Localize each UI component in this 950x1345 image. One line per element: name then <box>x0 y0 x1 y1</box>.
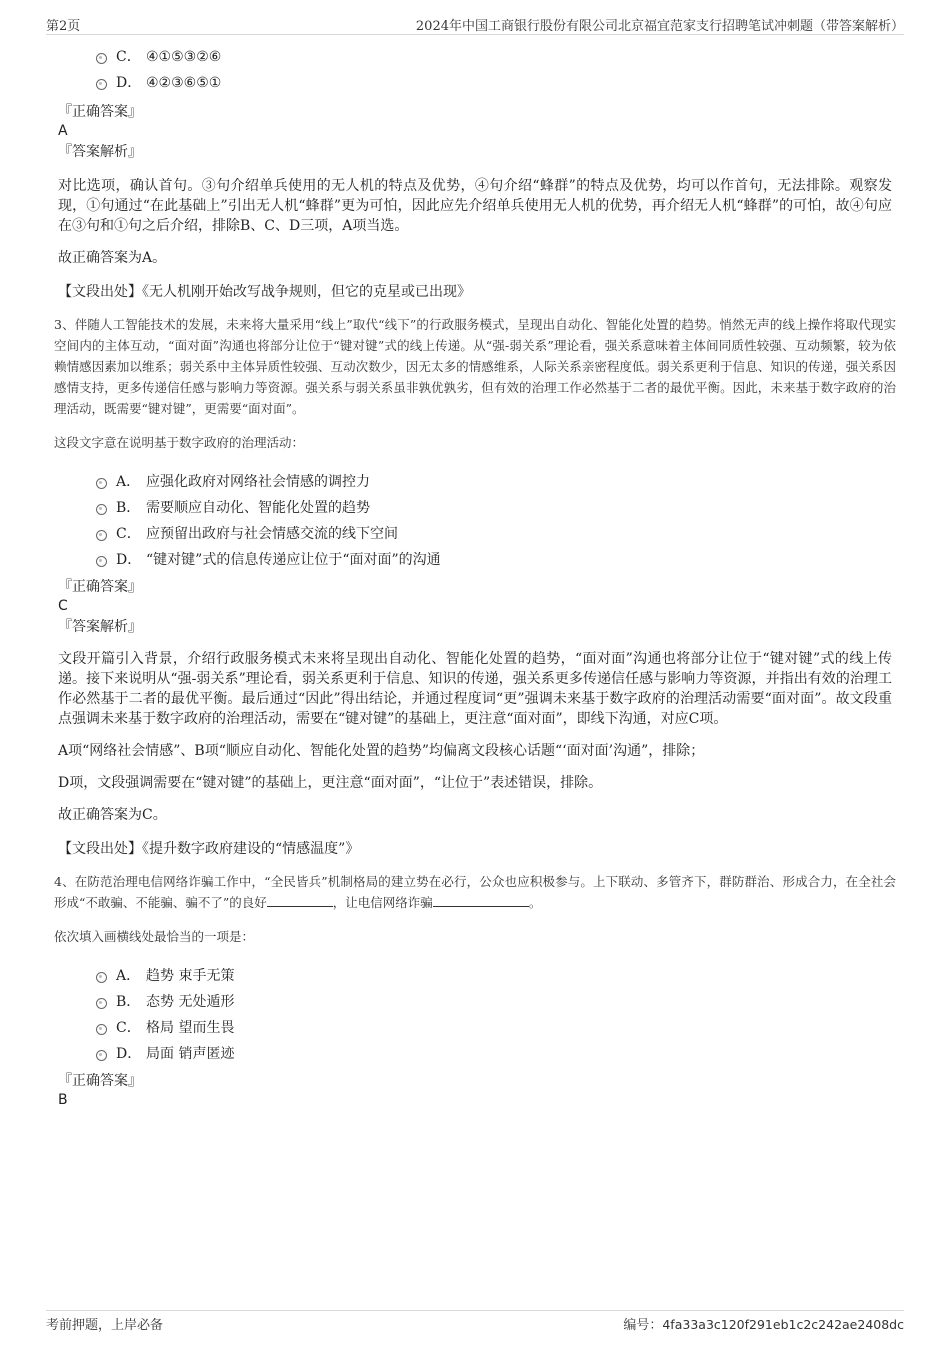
page-number: 第2页 <box>46 19 81 34</box>
page-footer <box>46 1310 904 1333</box>
radio-icon[interactable] <box>96 556 107 567</box>
q4-options <box>96 963 896 1067</box>
q3-conclusion: 故正确答案为C。 <box>58 807 167 823</box>
q4-option-b[interactable]: B． 态势 无处遁形 <box>96 989 896 1015</box>
radio-icon[interactable] <box>96 1024 107 1035</box>
q3-option-b[interactable]: B． 需要顺应自动化、智能化处置的趋势 <box>96 495 896 521</box>
q3-options <box>96 469 896 573</box>
q4-option-a[interactable]: A． 趋势 束手无策 <box>96 963 896 989</box>
q3-prompt: 这段文字意在说明基于数字政府的治理活动： <box>54 435 305 450</box>
q2-source: 【文段出处】《无人机刚开始改写战争规则，但它的克星或已出现》 <box>58 284 471 300</box>
q4-option-c[interactable]: C． 格局 望而生畏 <box>96 1015 896 1041</box>
q2-analysis-text: 对比选项，确认首句。③句介绍单兵使用的无人机的特点及优势，④句介绍“蜂群”的特点及优势，均可以作首句，无法排除。观察发现，①句通过“在此基础上”引出无人机“蜂群”更为可怕，因此应先介绍单兵使用无人机的优势，再介绍无人机“蜂群”的可怕，故④句应在③句和①句之后介绍，排除B、C、D三项，A项当选。 <box>58 178 892 234</box>
q2-answer: A <box>58 123 68 139</box>
q4-option-d[interactable]: D． 局面 销声匿迹 <box>96 1041 896 1067</box>
page-header <box>46 14 904 35</box>
document-body <box>56 40 896 1109</box>
radio-icon[interactable] <box>96 530 107 541</box>
q3-analysis-d: D项，文段强调需要在“键对键”的基础上，更注意“面对面”，“让位于”表述错误，排除。 <box>58 775 603 791</box>
document-title: 2024年中国工商银行股份有限公司北京福宜范家支行招聘笔试冲刺题（带答案解析） <box>415 19 904 34</box>
q2-conclusion: 故正确答案为A。 <box>58 250 167 266</box>
radio-icon[interactable] <box>96 79 107 90</box>
q2-option-c[interactable]: C． ④①⑤③②⑥ <box>96 44 896 70</box>
radio-icon[interactable] <box>96 998 107 1009</box>
q3-analysis-ab: A项“网络社会情感”、B项“顺应自动化、智能化处置的趋势”均偏离文段核心话题“‘面对面’沟通”，排除； <box>58 743 705 759</box>
radio-icon[interactable] <box>96 478 107 489</box>
q2-option-d[interactable]: D． ④②③⑥⑤① <box>96 70 896 96</box>
q3-stem: 3、伴随人工智能技术的发展，未来将大量采用“线上”取代“线下”的行政服务模式，呈现出自动化、智能化处置的趋势。悄然无声的线上操作将取代现实空间内的主体互动，“面对面”沟通也将部分让位于“键对键”式的线上传递。从“强-弱关系”理论看，强关系意味着主体间同质性较强、互动频繁，较为依赖情感因素加以维系；弱关系中主体异质性较强、互动次数少，因无太多的情感维系，人际关系亲密程度低。弱关系更利于信息、知识的传递，强关系因感情支持，更多传递信任感与影响力等资源。强关系与弱关系虽非孰优孰劣，但有效的治理工作必然基于二者的最优平衡。因此，未来基于数字政府的治理活动，既需要“键对键”，更需要“面对面”。 <box>54 317 896 416</box>
footer-code: 编号：4fa33a3c120f291eb1c2c242ae2408dc <box>623 1317 904 1333</box>
q4-answer-label: 『正确答案』 <box>58 1073 142 1089</box>
blank-1 <box>267 892 333 907</box>
q4-stem: 4、在防范治理电信网络诈骗工作中，“全民皆兵”机制格局的建立势在必行，公众也应积极参与。上下联动、多管齐下，群防群治、形成合力，在全社会形成“不敢骗、不能骗、骗不了”的良好 ，让电信网络诈骗 。 <box>54 874 896 910</box>
q2-answer-label: 『正确答案』 <box>58 104 142 120</box>
radio-icon[interactable] <box>96 972 107 983</box>
q3-analysis-label: 『答案解析』 <box>58 619 142 635</box>
q4-answer: B <box>58 1092 68 1108</box>
q3-analysis-text: 文段开篇引入背景，介绍行政服务模式未来将呈现出自动化、智能化处置的趋势，“面对面”沟通也将部分让位于“键对键”式的线上传递。接下来说明从“强-弱关系”理论看，弱关系更利于信息、知识的传递，强关系更多传递信任感与影响力等资源，并指出有效的治理工作必然基于二者的最优平衡。最后通过“因此”得出结论，并通过程度词“更”强调未来基于数字政府的治理活动需要“面对面”。故文段重点强调未来基于数字政府的治理活动，需要在“键对键”的基础上，更注意“面对面”，即线下沟通，对应C项。 <box>58 651 892 727</box>
footer-slogan: 考前押题，上岸必备 <box>46 1318 164 1333</box>
blank-2 <box>433 892 529 907</box>
q3-source: 【文段出处】《提升数字政府建设的“情感温度”》 <box>58 841 360 857</box>
q3-answer: C <box>58 598 68 614</box>
q3-option-a[interactable]: A． 应强化政府对网络社会情感的调控力 <box>96 469 896 495</box>
q3-option-c[interactable]: C． 应预留出政府与社会情感交流的线下空间 <box>96 521 896 547</box>
radio-icon[interactable] <box>96 1050 107 1061</box>
radio-icon[interactable] <box>96 53 107 64</box>
q2-options <box>96 44 896 96</box>
q3-option-d[interactable]: D． “键对键”式的信息传递应让位于“面对面”的沟通 <box>96 547 896 573</box>
q4-prompt: 依次填入画横线处最恰当的一项是： <box>54 929 255 944</box>
q2-analysis-label: 『答案解析』 <box>58 144 142 160</box>
radio-icon[interactable] <box>96 504 107 515</box>
q3-answer-label: 『正确答案』 <box>58 579 142 595</box>
